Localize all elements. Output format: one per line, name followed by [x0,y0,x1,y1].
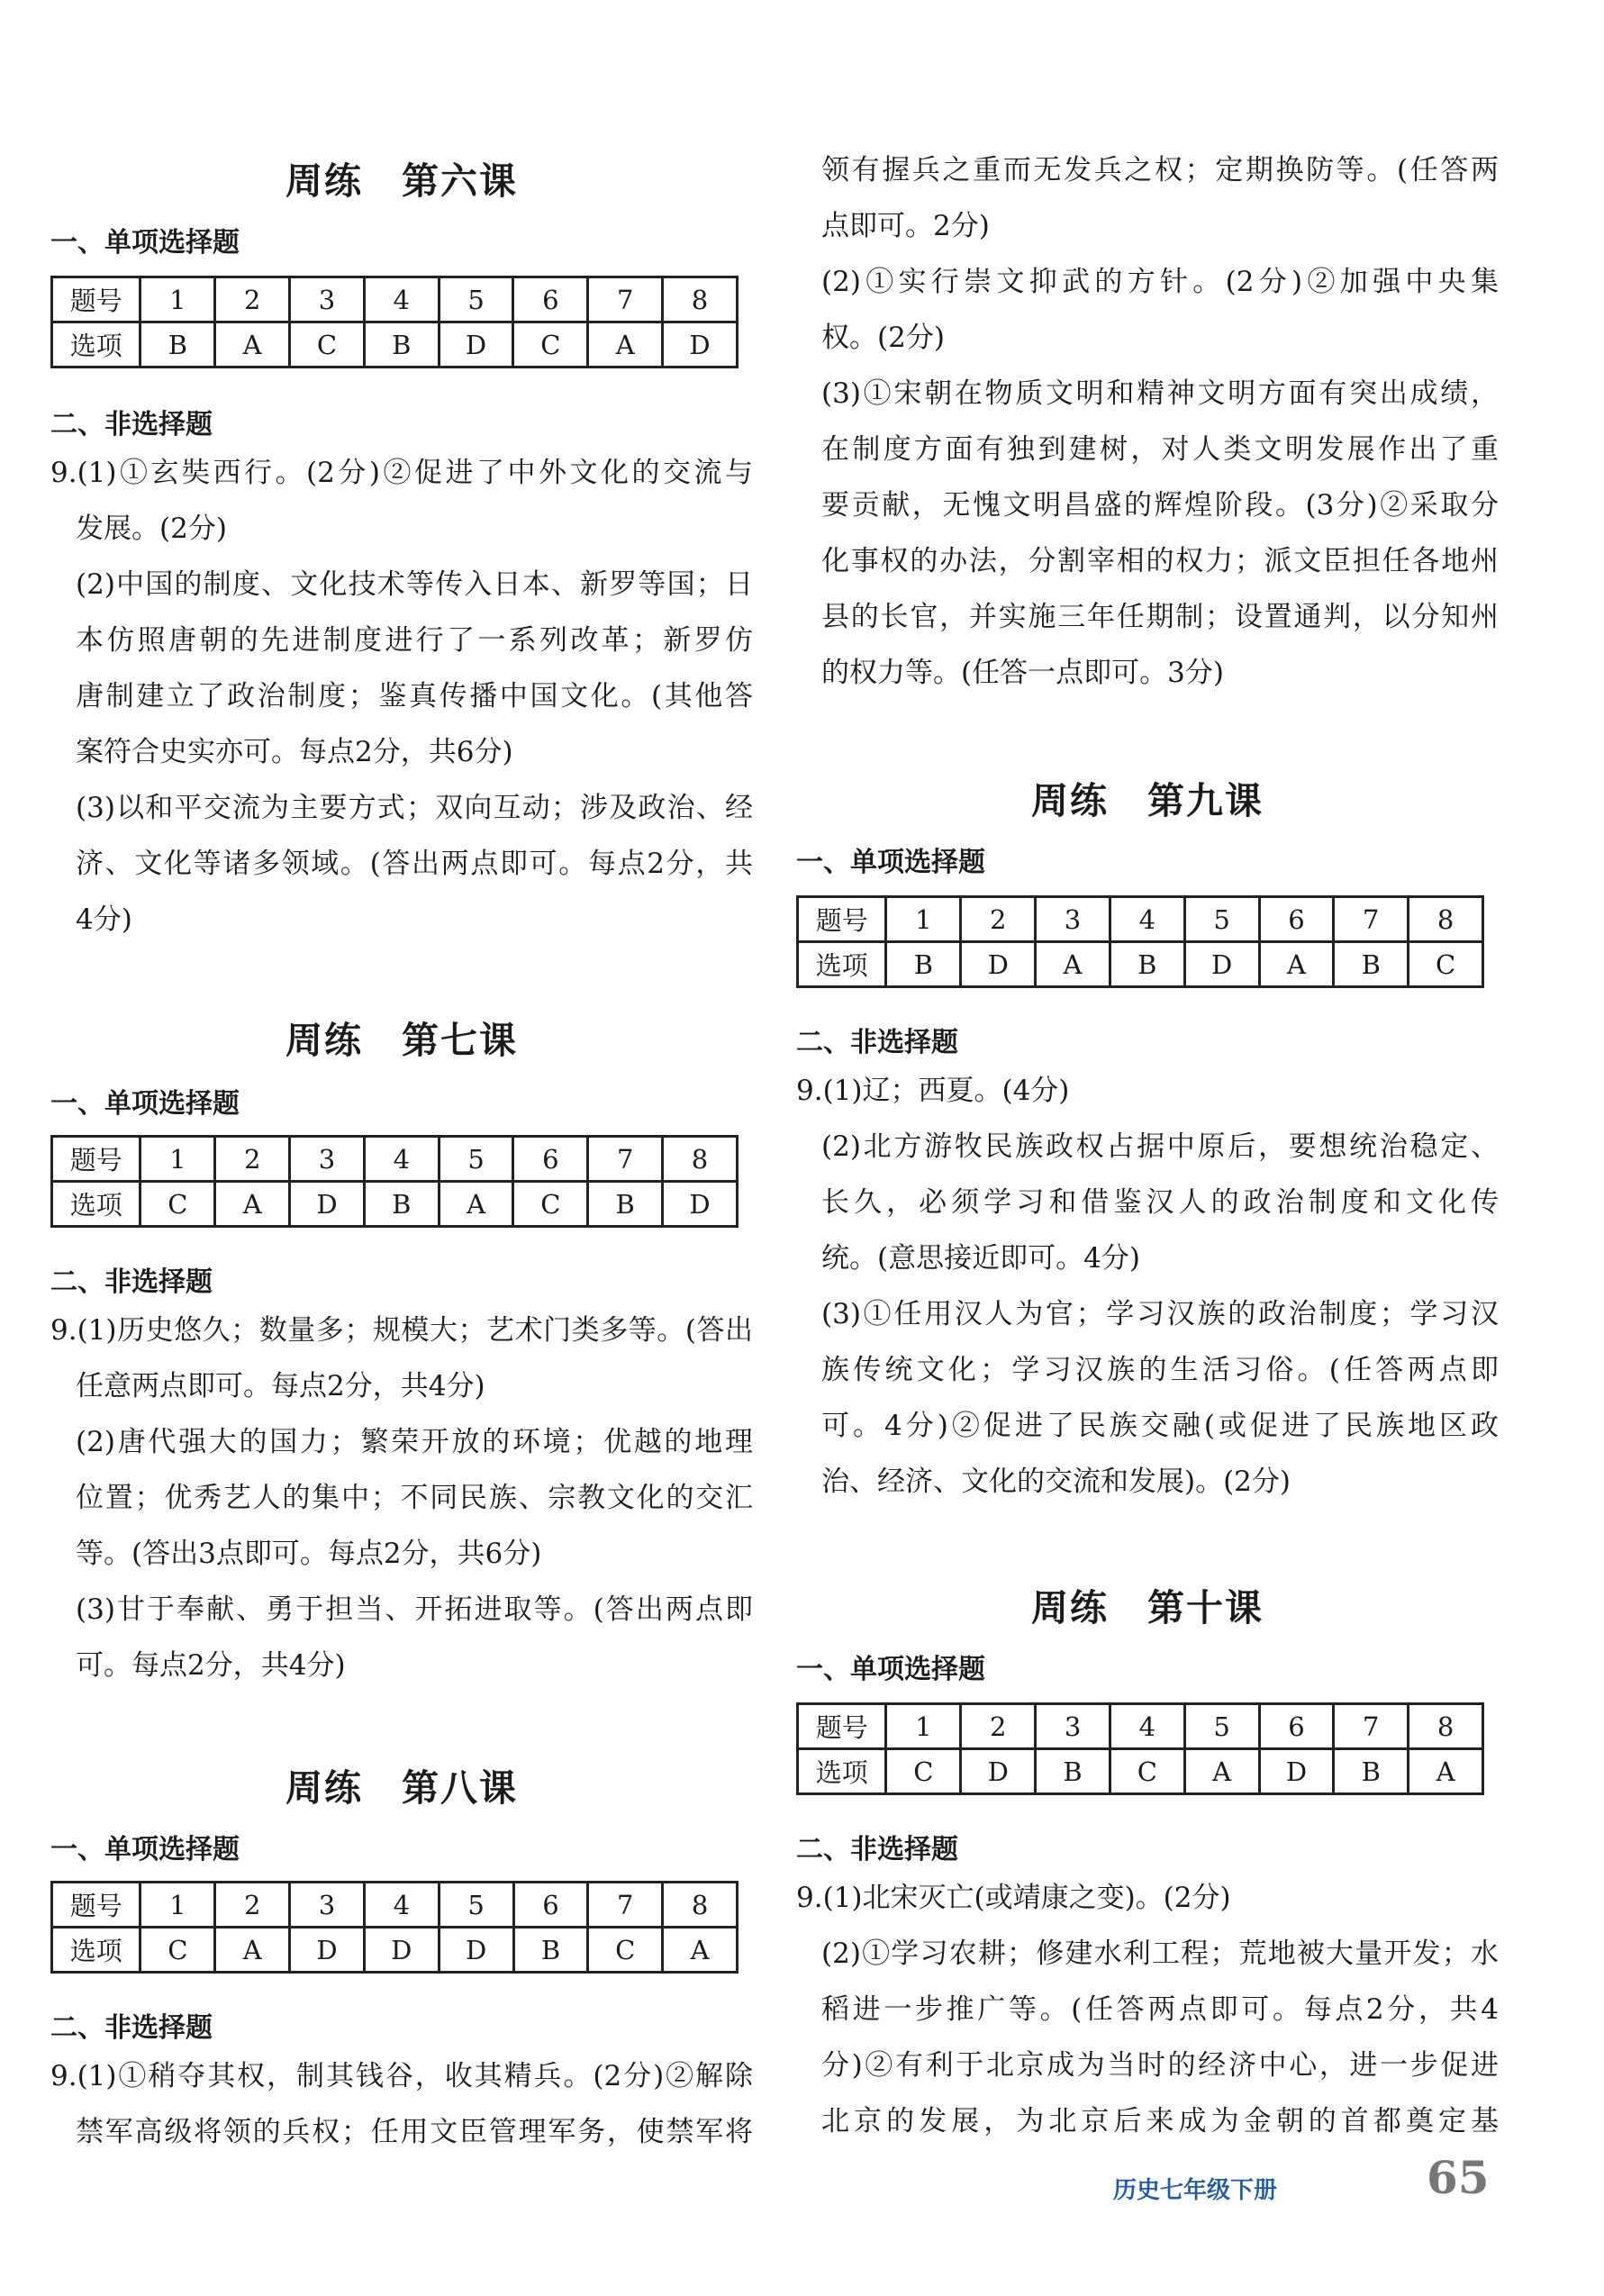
question-number-row-cell: 3 [1036,897,1110,942]
answer-line: 禁军高级将领的兵权；任用文臣管理军务，使禁军将 [76,2116,753,2148]
nc-heading-lesson-10: 二、非选择题 [796,1834,958,1865]
question-number-row-label: 题号 [798,1704,886,1749]
answer-option-row-cell: B [140,322,215,368]
nc-heading-lesson-7: 二、非选择题 [50,1266,213,1298]
answer-table-lesson-10 [796,1702,1484,1795]
answer-option-row-cell: C [513,322,588,368]
section-title-lesson-9: 周练 第九课 [1031,779,1264,822]
mc-heading-lesson-9: 一、单项选择题 [796,847,985,878]
answer-line: 权。(2分) [821,322,945,354]
answer-option-row-cell: D [961,1749,1036,1794]
answer-option-row-cell: C [588,1928,663,1973]
answer-option-row-label: 选项 [52,1182,140,1227]
answer-line: 位置；优秀艺人的集中；不同民族、宗教文化的交汇 [76,1482,753,1514]
answer-line: 等。(答出3点即可。每点2分，共6分) [76,1538,542,1570]
question-number-row-label: 题号 [52,1137,140,1182]
answer-option-row-cell: B [1110,942,1184,987]
answers-lesson-6 [50,445,753,948]
answer-line: (3)①宋朝在物质文明和精神文明方面有突出成绩， [821,377,1499,410]
answer-table-lesson-8 [50,1881,739,1974]
section-title-lesson-10: 周练 第十课 [1031,1586,1264,1629]
answer-line: 案符合史实亦可。每点2分，共6分) [76,736,513,768]
question-number-row-cell: 8 [1409,1704,1483,1749]
answer-option-row-cell: D [663,322,738,368]
question-number-row-cell: 7 [588,1883,663,1928]
question-number-row-cell: 3 [290,1137,365,1182]
question-number-row-cell: 1 [886,897,961,942]
question-number-row-cell: 5 [439,277,513,322]
question-number-row [52,1137,738,1182]
answer-option-row-cell: B [1334,1749,1409,1794]
question-number-row-cell: 6 [1259,1704,1334,1749]
question-number-row-label: 题号 [52,1883,140,1928]
question-number-row-label: 题号 [52,277,140,322]
answer-option-row-cell: A [1259,942,1334,987]
answer-line: 济、文化等诸多领域。(答出两点即可。每点2分，共 [76,848,753,880]
question-number-row-cell: 4 [1110,897,1184,942]
question-number-row-cell: 1 [886,1704,961,1749]
answer-line: 治、经济、文化的交流和发展)。(2分) [821,1466,1291,1498]
question-number-row-cell: 2 [215,1883,290,1928]
answer-line: 9.(1)北宋灭亡(或靖康之变)。(2分) [796,1882,1231,1914]
question-number-row [52,277,738,322]
answer-option-row-cell: D [439,1928,513,1973]
question-number-row-cell: 8 [663,277,738,322]
answer-option-row [798,942,1483,987]
answer-line: (2)北方游牧民族政权占据中原后，要想统治稳定、 [821,1130,1499,1163]
question-number-row-cell: 3 [290,277,365,322]
question-number-row-cell: 4 [364,1137,439,1182]
answer-option-row-cell: B [588,1182,663,1227]
answer-option-row-cell: D [663,1182,738,1227]
question-number-row-cell: 3 [290,1883,365,1928]
answer-line: 族传统文化；学习汉族的生活习俗。(任答两点即 [821,1354,1499,1386]
question-number-row-cell: 8 [1409,897,1483,942]
answer-line: (3)以和平交流为主要方式；双向互动；涉及政治、经 [76,792,753,824]
answer-line: (2)唐代强大的国力；繁荣开放的环境；优越的地理 [76,1426,753,1458]
answer-table-lesson-9 [796,895,1484,988]
answer-option-row-cell: C [1409,942,1483,987]
question-number-row-cell: 1 [140,1137,215,1182]
question-number-row-cell: 7 [588,277,663,322]
answer-option-row [52,1182,738,1227]
answer-line: 的权力等。(任答一点即可。3分) [821,657,1224,689]
question-number-row-cell: 6 [513,1137,588,1182]
question-number-row-cell: 6 [1259,897,1334,942]
answer-line: 领有握兵之重而无发兵之权；定期换防等。(任答两 [821,154,1499,186]
answer-option-row-label: 选项 [798,942,886,987]
answer-option-row-cell: A [588,322,663,368]
question-number-row-cell: 5 [1184,897,1259,942]
question-number-row-cell: 2 [215,1137,290,1182]
answer-option-row-cell: C [140,1928,215,1973]
answer-line: (2)中国的制度、文化技术等传入日本、新罗等国；日 [76,568,753,601]
answer-option-row [798,1749,1483,1794]
question-number-row-cell: 6 [513,277,588,322]
question-number-row-cell: 1 [140,277,215,322]
section-title-lesson-8: 周练 第八课 [285,1766,518,1810]
answer-option-row-cell: A [1409,1749,1483,1794]
page-number: 65 [1427,2151,1490,2204]
answer-option-row-cell: B [1036,1749,1110,1794]
mc-heading-lesson-6: 一、单项选择题 [50,227,240,259]
question-number-row-cell: 4 [364,1883,439,1928]
answer-line: (2)①实行崇文抑武的方针。(2分)②加强中央集 [821,266,1499,298]
mc-heading-lesson-10: 一、单项选择题 [796,1654,985,1685]
answer-option-row-cell: D [290,1182,365,1227]
answer-line: 稻进一步推广等。(任答两点即可。每点2分，共4 [821,1993,1499,2026]
answer-option-row-cell: B [364,1182,439,1227]
answer-option-row-cell: A [215,1928,290,1973]
answer-line: (3)甘于奉献、勇于担当、开拓进取等。(答出两点即 [76,1593,753,1626]
question-number-row-cell: 8 [663,1883,738,1928]
question-number-row-cell: 5 [1184,1704,1259,1749]
answer-line: 县的长官，并实施三年任期制；设置通判，以分知州 [821,601,1499,633]
question-number-row-cell: 3 [1036,1704,1110,1749]
answer-line: 9.(1)辽；西夏。(4分) [796,1075,1070,1107]
answer-option-row-label: 选项 [798,1749,886,1794]
answer-option-row-cell: C [886,1749,961,1794]
answer-line: 分)②有利于北京成为当时的经济中心，进一步促进 [821,2049,1499,2082]
answers-lesson-8 [50,2048,753,2160]
answer-option-row-cell: B [364,322,439,368]
answer-table-lesson-7 [50,1135,739,1228]
answer-option-row-cell: D [961,942,1036,987]
nc-heading-lesson-9: 二、非选择题 [796,1027,958,1058]
answer-option-row-cell: D [1259,1749,1334,1794]
answer-line: (2)①学习农耕；修建水利工程；荒地被大量开发；水 [821,1938,1499,1970]
answer-option-row-cell: D [290,1928,365,1973]
answer-option-row-cell: A [215,322,290,368]
question-number-row [798,897,1483,942]
question-number-row-cell: 5 [439,1883,513,1928]
answer-option-row-cell: B [886,942,961,987]
answer-option-row-cell: A [663,1928,738,1973]
answer-option-row-cell: A [1036,942,1110,987]
answers-lesson-10 [796,1870,1499,2149]
answer-line: 点即可。2分) [821,210,990,242]
answer-line: 要贡献，无愧文明昌盛的辉煌阶段。(3分)②采取分 [821,489,1499,522]
answer-line: 任意两点即可。每点2分，共4分) [76,1370,485,1402]
section-title-lesson-6: 周练 第六课 [285,159,518,203]
question-number-row-cell: 5 [439,1137,513,1182]
footer-book-label: 历史七年级下册 [1113,2177,1278,2204]
section-title-lesson-7: 周练 第七课 [285,1019,518,1062]
answer-line: 9.(1)①稍夺其权，制其钱谷，收其精兵。(2分)②解除 [50,2060,753,2092]
answer-line: 9.(1)历史悠久；数量多；规模大；艺术门类多等。(答出 [50,1314,753,1347]
question-number-row-cell: 2 [961,1704,1036,1749]
answer-option-row-label: 选项 [52,322,140,368]
answer-line: 唐制建立了政治制度；鉴真传播中国文化。(其他答 [76,680,753,712]
question-number-row-cell: 1 [140,1883,215,1928]
answer-option-row-label: 选项 [52,1928,140,1973]
answer-option-row-cell: A [439,1182,513,1227]
answer-table-lesson-6 [50,276,739,368]
question-number-row [798,1704,1483,1749]
question-number-row-cell: 4 [364,277,439,322]
answer-option-row-cell: A [1184,1749,1259,1794]
question-number-row [52,1883,738,1928]
answer-line: 化事权的办法，分割宰相的权力；派文臣担任各地州 [821,545,1499,577]
answer-option-row [52,1928,738,1973]
answer-option-row-cell: A [215,1182,290,1227]
nc-heading-lesson-8: 二、非选择题 [50,2012,213,2044]
answer-option-row-cell: D [439,322,513,368]
question-number-row-cell: 2 [215,277,290,322]
answer-line: 在制度方面有独到建树，对人类文明发展作出了重 [821,433,1499,466]
question-number-row-cell: 7 [1334,1704,1409,1749]
answers-lesson-7 [50,1302,753,1693]
answer-line: 长久，必须学习和借鉴汉人的政治制度和文化传 [821,1186,1499,1219]
answer-line: 可。每点2分，共4分) [76,1649,346,1682]
question-number-row-cell: 8 [663,1137,738,1182]
question-number-row-label: 题号 [798,897,886,942]
question-number-row-cell: 7 [1334,897,1409,942]
answer-option-row-cell: D [364,1928,439,1973]
answer-option-row-cell: B [513,1928,588,1973]
answer-line: 可。4分)②促进了民族交融(或促进了民族地区政 [821,1410,1499,1442]
answer-option-row-cell: C [1110,1749,1184,1794]
answer-line: 本仿照唐朝的先进制度进行了一系列改革；新罗仿 [76,624,753,657]
answer-option-row-cell: C [290,322,365,368]
answer-line: 4分) [76,903,132,936]
mc-heading-lesson-8: 一、单项选择题 [50,1834,240,1865]
answer-option-row-cell: B [1334,942,1409,987]
answers-lesson-9 [796,1063,1499,1510]
answer-line: 发展。(2分) [76,513,227,545]
answer-line: 统。(意思接近即可。4分) [821,1242,1140,1275]
question-number-row-cell: 7 [588,1137,663,1182]
question-number-row-cell: 6 [513,1883,588,1928]
answer-line: (3)①任用汉人为官；学习汉族的政治制度；学习汉 [821,1298,1499,1330]
question-number-row-cell: 2 [961,897,1036,942]
answer-line: 9.(1)①玄奘西行。(2分)②促进了中外文化的交流与 [50,457,753,489]
mc-heading-lesson-7: 一、单项选择题 [50,1088,240,1120]
answer-option-row-cell: D [1184,942,1259,987]
answers-lesson-8-continued [796,142,1499,701]
answer-option-row-cell: C [140,1182,215,1227]
nc-heading-lesson-6: 二、非选择题 [50,409,213,440]
answer-option-row-cell: C [513,1182,588,1227]
answer-line: 北京的发展，为北京后来成为金朝的首都奠定基 [821,2105,1499,2137]
answer-option-row [52,322,738,368]
question-number-row-cell: 4 [1110,1704,1184,1749]
